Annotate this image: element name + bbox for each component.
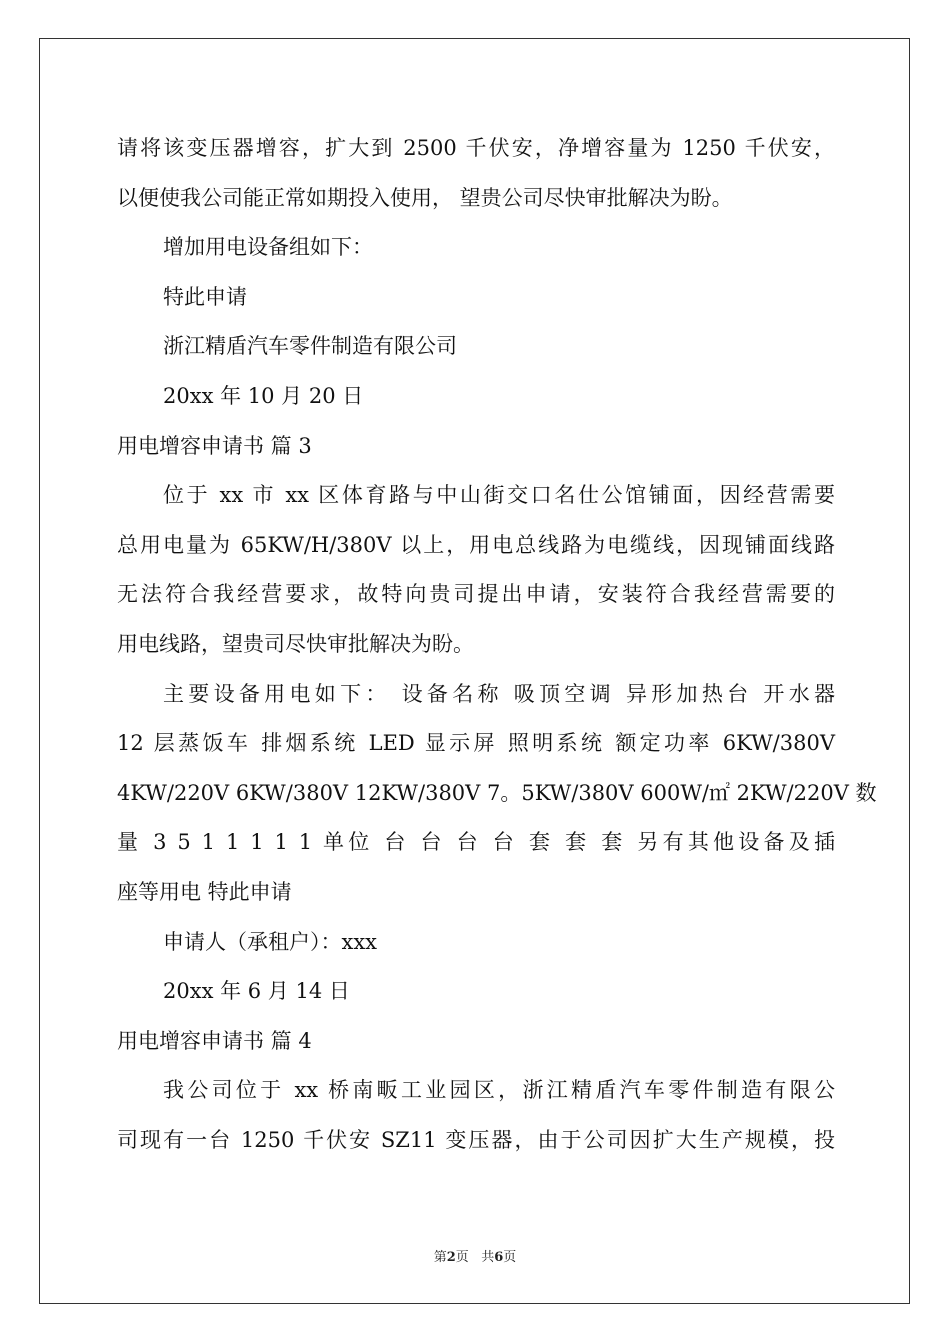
text-line: 无法符合我经营要求，故特向贵司提出申请，安装符合我经营需要的 xyxy=(117,582,835,607)
text-line: 座等用电 特此申请 xyxy=(117,879,292,904)
text-line: 增加用电设备组如下： xyxy=(163,235,373,260)
text-line: 用电增容申请书 篇 3 xyxy=(117,433,312,458)
text-line: 用电线路，望贵司尽快审批解决为盼。 xyxy=(117,631,474,656)
text-line: 申请人（承租户）：xxx xyxy=(163,929,378,954)
text-line: 总用电量为 65KW/H/380V 以上，用电总线路为电缆线，因现铺面线路 xyxy=(117,532,835,557)
footer-page-number: 2 xyxy=(446,1250,456,1265)
text-line: 20xx 年 10 月 20 日 xyxy=(163,383,364,408)
text-line: 用电增容申请书 篇 4 xyxy=(117,1028,312,1053)
footer-page-suffix: 页 xyxy=(455,1250,469,1265)
text-line: 请将该变压器增容，扩大到 2500 千伏安，净增容量为 1250 千伏安， xyxy=(117,136,835,160)
text-line: 20xx 年 6 月 14 日 xyxy=(163,979,350,1004)
text-line: 12 层蒸饭车 排烟系统 LED 显示屏 照明系统 额定功率 6KW/380V xyxy=(117,731,835,756)
footer-page-prefix: 第 xyxy=(433,1250,447,1265)
footer-total-suffix: 页 xyxy=(503,1250,517,1265)
footer-total-prefix: 共 xyxy=(481,1250,495,1265)
text-line: 4KW/220V 6KW/380V 12KW/380V 7。5KW/380V 600W/㎡ 2KW/220V 数 xyxy=(117,780,877,805)
text-line: 我公司位于 xx 桥南畈工业园区，浙江精盾汽车零件制造有限公 xyxy=(163,1078,835,1103)
page-footer xyxy=(0,1246,950,1265)
text-line: 主要设备用电如下： 设备名称 吸顶空调 异形加热台 开水器 xyxy=(163,681,835,706)
text-line: 浙江精盾汽车零件制造有限公司 xyxy=(163,334,457,359)
text-line: 特此申请 xyxy=(163,284,247,309)
footer-total-pages: 6 xyxy=(494,1250,504,1265)
document-body xyxy=(117,124,877,1165)
text-line: 以便使我公司能正常如期投入使用， 望贵公司尽快审批解决为盼。 xyxy=(117,185,733,210)
text-line: 量 3 5 1 1 1 1 1 单位 台 台 台 台 套 套 套 另有其他设备及插 xyxy=(117,830,835,855)
text-line: 司现有一台 1250 千伏安 SZ11 变压器，由于公司因扩大生产规模，投 xyxy=(117,1127,835,1152)
text-line: 位于 xx 市 xx 区体育路与中山街交口名仕公馆铺面，因经营需要 xyxy=(163,483,835,508)
